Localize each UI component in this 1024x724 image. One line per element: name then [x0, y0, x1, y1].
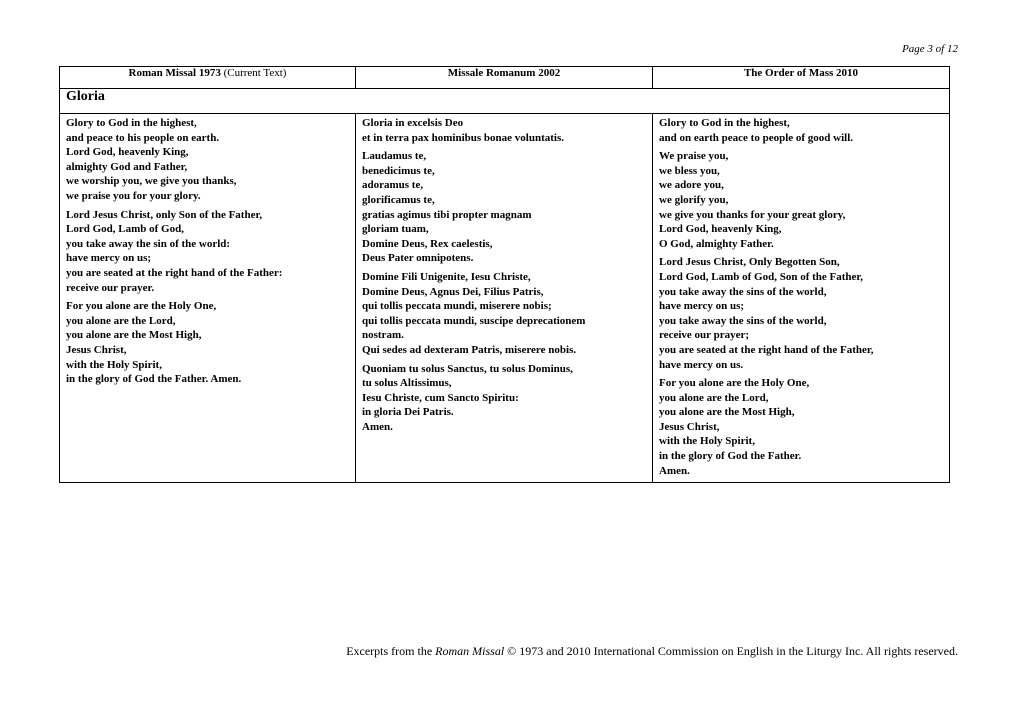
text-line: Domine Deus, Rex caelestis,: [362, 237, 493, 250]
text-line: in gloria Dei Patris.: [362, 406, 454, 419]
text-line: we adore you,: [659, 179, 724, 192]
stanza: [362, 270, 646, 358]
text-line: we bless you,: [659, 164, 720, 177]
text-line: et in terra pax hominibus bonae voluntatis.: [362, 131, 564, 144]
text-line: we praise you for your glory.: [66, 189, 201, 202]
text-line: Lord God, heavenly King,: [66, 146, 189, 159]
text-line: Amen.: [659, 464, 690, 477]
text-line: you are seated at the right hand of the Father,: [659, 343, 874, 356]
stanza: [659, 149, 943, 251]
header-row: [60, 67, 950, 89]
text-line: Jesus Christ,: [66, 343, 127, 356]
text-line: Domine Fili Unigenite, Iesu Christe,: [362, 270, 531, 283]
text-line: you are seated at the right hand of the Father:: [66, 266, 283, 279]
text-line: tu solus Altissimus,: [362, 377, 452, 390]
stanza: [362, 362, 646, 435]
text-line: almighty God and Father,: [66, 160, 188, 173]
stanza: [659, 376, 943, 478]
text-line: benedicimus te,: [362, 164, 435, 177]
text-row: [60, 114, 950, 483]
text-line: and on earth peace to people of good will.: [659, 131, 854, 144]
text-line: Qui sedes ad dexteram Patris, miserere nobis.: [362, 343, 577, 356]
text-line: Glory to God in the highest,: [659, 117, 790, 129]
text-line: Lord Jesus Christ, Only Begotten Son,: [659, 256, 840, 269]
section-row: [60, 89, 950, 114]
text-line: and peace to his people on earth.: [66, 131, 220, 144]
text-line: Lord God, Lamb of God,: [66, 223, 184, 236]
text-line: you take away the sins of the world,: [659, 314, 827, 327]
text-line: qui tollis peccata mundi, suscipe deprecationem: [362, 314, 586, 327]
text-line: We praise you,: [659, 150, 729, 163]
text-line: you alone are the Most High,: [659, 406, 795, 419]
text-line: you take away the sin of the world:: [66, 237, 231, 250]
text-line: nostram.: [362, 329, 404, 342]
text-line: you take away the sins of the world,: [659, 285, 827, 298]
text-column-2010: [653, 114, 950, 483]
text-line: have mercy on us;: [659, 300, 745, 313]
column-title: The Order of Mass 2010: [743, 67, 859, 79]
comparison-table: [59, 66, 950, 483]
footer-title: Roman Missal: [435, 644, 505, 658]
text-line: have mercy on us.: [659, 358, 744, 371]
text-line: in the glory of God the Father. Amen.: [66, 373, 242, 386]
text-line: Lord God, heavenly King,: [659, 223, 782, 236]
text-line: gratias agimus tibi propter magnam: [362, 208, 532, 221]
footer-prefix: Excerpts from the: [346, 644, 436, 658]
footer-suffix: © 1973 and 2010 International Commission on English in the Liturgy Inc. All rights reserved.: [504, 644, 958, 658]
stanza: [66, 299, 349, 387]
column-header-2010: [653, 67, 950, 89]
section-title: Gloria: [60, 89, 950, 114]
stanza: [66, 208, 349, 296]
text-line: Iesu Christe, cum Sancto Spiritu:: [362, 391, 519, 404]
copyright-footer: [346, 644, 958, 659]
stanza: [66, 116, 349, 204]
text-line: Glory to God in the highest,: [66, 117, 197, 129]
text-line: Quoniam tu solus Sanctus, tu solus Dominus,: [362, 362, 573, 375]
column-subtitle: (Current Text): [220, 67, 287, 79]
stanza: [362, 116, 646, 145]
column-header-2002: [356, 67, 653, 89]
text-line: in the glory of God the Father.: [659, 450, 802, 463]
text-column-2002: [356, 114, 653, 483]
text-line: we worship you, we give you thanks,: [66, 175, 237, 188]
text-line: Amen.: [362, 420, 393, 433]
text-line: with the Holy Spirit,: [66, 358, 162, 371]
text-line: you alone are the Most High,: [66, 329, 202, 342]
column-header-1973: [60, 67, 356, 89]
text-line: Lord God, Lamb of God, Son of the Father,: [659, 270, 864, 283]
text-line: For you alone are the Holy One,: [659, 377, 810, 390]
text-line: gloriam tuam,: [362, 223, 429, 236]
column-title: Roman Missal 1973: [128, 67, 221, 79]
text-line: you alone are the Lord,: [66, 314, 176, 327]
text-line: For you alone are the Holy One,: [66, 300, 217, 313]
text-line: glorificamus te,: [362, 193, 435, 206]
text-line: receive our prayer.: [66, 281, 155, 294]
text-line: you alone are the Lord,: [659, 391, 769, 404]
text-line: receive our prayer;: [659, 329, 749, 342]
text-column-1973: [60, 114, 356, 483]
text-line: with the Holy Spirit,: [659, 435, 755, 448]
text-line: adoramus te,: [362, 179, 424, 192]
text-line: we glorify you,: [659, 193, 729, 206]
stanza: [659, 116, 943, 145]
text-line: have mercy on us;: [66, 252, 152, 265]
stanza: [659, 255, 943, 372]
column-title: Missale Romanum 2002: [447, 67, 561, 79]
text-line: Jesus Christ,: [659, 420, 720, 433]
page-number: Page 3 of 12: [902, 43, 958, 55]
text-line: Deus Pater omnipotens.: [362, 252, 474, 265]
text-line: we give you thanks for your great glory,: [659, 208, 846, 221]
text-line: qui tollis peccata mundi, miserere nobis;: [362, 300, 552, 313]
text-line: Lord Jesus Christ, only Son of the Father,: [66, 208, 263, 221]
stanza: [362, 149, 646, 266]
text-line: Domine Deus, Agnus Dei, Filius Patris,: [362, 285, 544, 298]
text-line: O God, almighty Father.: [659, 237, 774, 250]
text-line: Gloria in excelsis Deo: [362, 117, 464, 129]
text-line: Laudamus te,: [362, 150, 427, 163]
